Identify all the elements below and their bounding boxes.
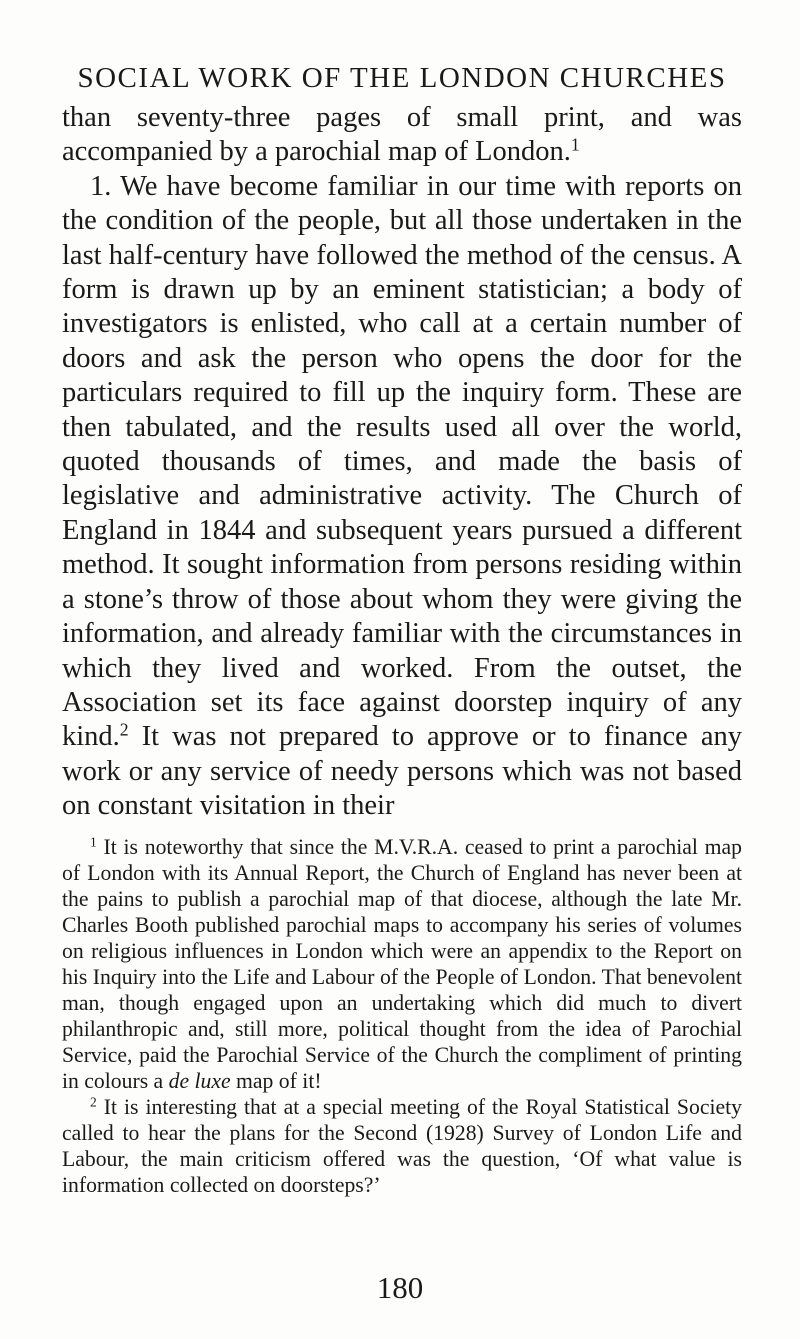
footnote-2 [62, 1094, 742, 1198]
paragraph-continuation [62, 101, 742, 170]
footnote-text: It is noteworthy that since the M.V.R.A. ceased to print a parochial map of London with its Annual Report, the Church of England has never been at the pains to publish a parochial map of that diocese, although the late Mr. Charles Booth published parochial maps to accompany his series of volumes on religious influences in London which were an appendix to the Report on his Inquiry into the Life and Labour of the People of London. That benevolent man, though engaged upon an undertaking which did much to divert philanthropic and, still more, political thought from the idea of Parochial Service, paid the Parochial Service of the Church the compliment of printing in colours a [62, 834, 742, 1093]
footnote-marker-2: 2 [90, 1094, 97, 1110]
footnote-marker-1: 1 [90, 834, 97, 850]
paragraph-text: It was not prepared to approve or to finance any work or any service of needy persons which was not based on constant visitation in their [62, 721, 742, 822]
footnote-ref-1[interactable]: 1 [570, 134, 580, 155]
body-text [62, 101, 742, 824]
footnote-italic-text: de luxe [168, 1068, 231, 1093]
footnotes [62, 834, 742, 1198]
running-head: SOCIAL WORK OF THE LONDON CHURCHES [77, 62, 727, 94]
footnote-text: map of it! [230, 1068, 322, 1093]
footnote-text: It is interesting that at a special meeting of the Royal Statistical Society called to hear the plans for the Second (1928) Survey of London Life and Labour, the main criticism offered was the question, ‘Of what value is information collected on doorsteps?’ [62, 1094, 742, 1197]
paragraph-text: 1. We have become familiar in our time with reports on the condition of the people, but all those undertaken in the last half-century have followed the method of the census. A form is drawn up by an eminent statistician; a body of investigators is enlisted, who call at a certain number of doors and ask the person who opens the door for the particulars required to fill up the inquiry form. These are then tabulated, and the results used all over the world, quoted thousands of times, and made the basis of legislative and administrative activity. The Church of England in 1844 and subsequent years pursued a different method. It sought information from persons residing within a stone’s throw of those about whom they were giving the information, and already familiar with the circumstances in which they lived and worked. From the outset, the Association set its face against doorstep inquiry of any kind. [62, 170, 742, 753]
paragraph-section-1 [62, 170, 742, 824]
paragraph-text: than seventy-three pages of small print, and was accompanied by a parochial map of London. [62, 102, 742, 168]
footnote-ref-2[interactable]: 2 [119, 719, 129, 740]
footnote-1 [62, 834, 742, 1094]
page-number: 180 [376, 1270, 424, 1305]
page-content [62, 62, 742, 1198]
